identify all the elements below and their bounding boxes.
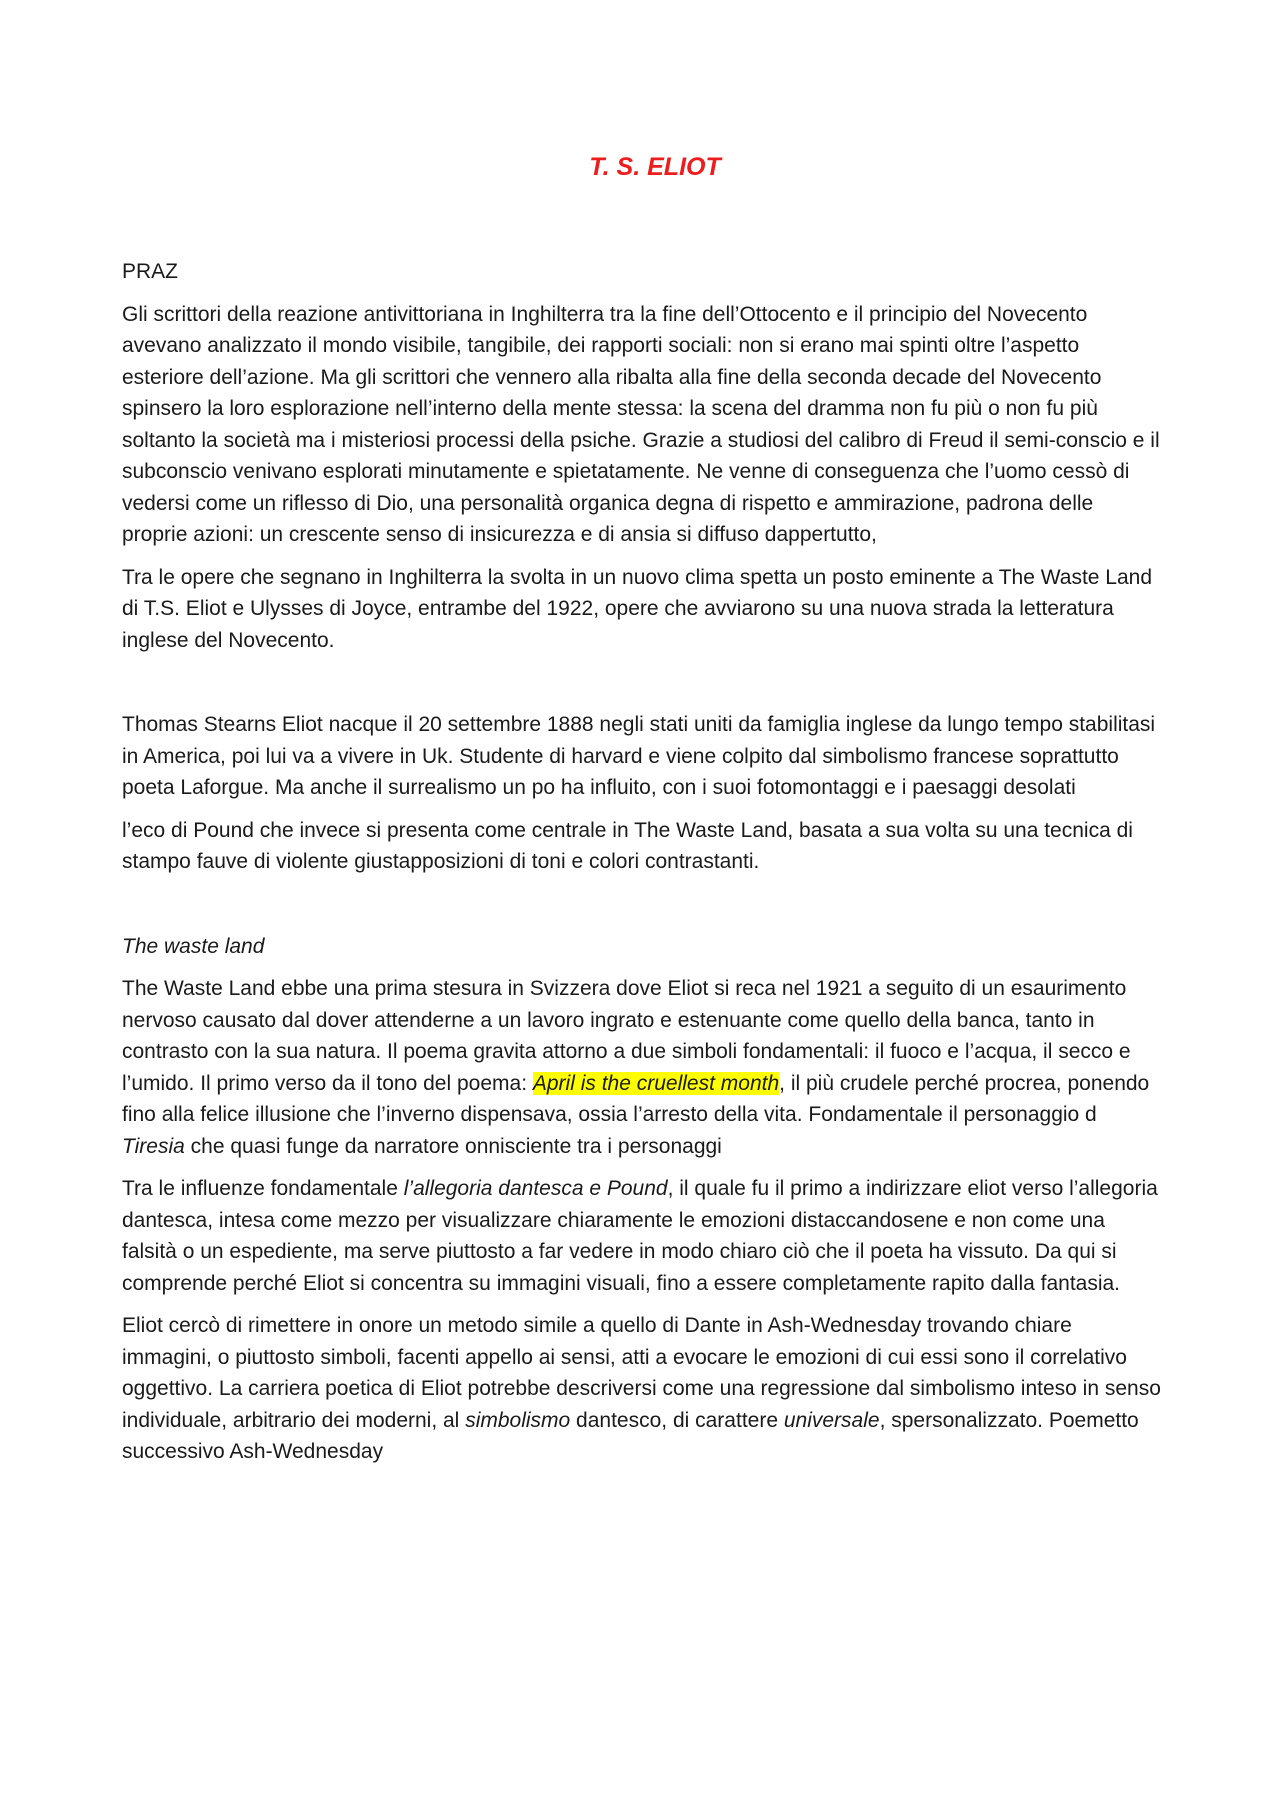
document-body: [122, 150, 1162, 1479]
paragraph-reazione-antivittoriana: Gli scrittori della reazione antivittoriana in Inghilterra tra la fine dell’Ottocento e il principio del Novecento avevano analizzato il mondo visibile, tangibile, dei rapporti sociali: non si erano mai spinti oltre l’aspetto esteriore dell’azione. Ma gli scrittori che vennero alla ribalta alla fine della seconda decade del Novecento spinsero la loro esplorazione nell’interno della mente stessa: la scena del dramma non fu più o non fu più soltanto la società ma i misteriosi processi della psiche. Grazie a studiosi del calibro di Freud il semi-conscio e il subconscio venivano esplorati minutamente e spietatamente. Ne venne di conseguenza che l’uomo cessò di vedersi come un riflesso di Dio, una personalità organica degna di rispetto e ammirazione, padrona delle proprie azioni: un crescente senso di insicurezza e di ansia si diffuso dappertutto,: [122, 302, 1160, 546]
section-heading-waste-land-text: The waste land: [122, 934, 265, 958]
section-heading-praz: PRAZ: [122, 260, 179, 283]
paragraph-biografia: Thomas Stearns Eliot nacque il 20 settembre 1888 negli stati uniti da famiglia inglese da lungo tempo stabilitasi in America, poi lui va a vivere in Uk. Studente di harvard e viene colpito dal simbolismo francese soprattutto poeta Laforgue. Ma anche il surrealismo un po ha influito, con i suoi fotomontaggi e i paesaggi desolati: [122, 713, 1156, 799]
text-segment: Eliot cercò di rimettere in onore un metodo simile a quello di Dante in Ash-Wednesday trovando chiare immagini, o piuttosto simboli, facenti appello ai sensi, atti a evocare le emozioni di cui essi sono il correlativo oggettivo. La carriera poetica di Eliot potrebbe descriversi come una regressione dal simbolismo inteso in senso individuale, arbitrario dei moderni, al: [122, 1314, 1161, 1432]
text-segment: Tra le influenze fondamentale: [122, 1177, 404, 1200]
emphasis-allegoria: l’allegoria dantesca e Pound: [403, 1177, 668, 1200]
paragraph-influenze: [122, 1173, 1162, 1299]
highlighted-quote: April is the cruellest month: [532, 1071, 780, 1095]
text-segment: , il più crudele perché procrea, ponendo fino alla felice illusione che l’inverno dispensava, ossia l’arresto della vita. Fondamentale il personaggio d: [122, 1071, 1150, 1126]
text-segment: che quasi funge da narratore onnisciente tra i personaggi: [184, 1134, 722, 1158]
paragraph-pound: l’eco di Pound che invece si presenta come centrale in The Waste Land, basata a sua volta su una tecnica di stampo fauve di violente giustapposizioni di toni e colori contrastanti.: [122, 818, 1133, 873]
emphasis-tiresia: Tiresia: [122, 1134, 185, 1158]
emphasis-universale: universale: [783, 1408, 880, 1432]
document-title: T. S. ELIOT: [589, 153, 721, 181]
text-segment: , il quale fu il primo a indirizzare eliot verso l’allegoria dantesca, intesa come mezzo per visualizzare chiaramente le emozioni distaccandosene e non come una falsità o un espediente, ma serve piuttosto a far vedere in modo chiaro ciò che il poeta ha vissuto. Da qui si comprende perché Eliot si concentra su immagini visuali, fino a essere completamente rapito dalla fantasia.: [122, 1177, 1158, 1295]
text-segment: dantesco, di carattere: [570, 1408, 784, 1432]
text-segment: The Waste Land ebbe una prima stesura in Svizzera dove Eliot si reca nel 1921 a seguito di un esaurimento nervoso causato dal dover attenderne a un lavoro ingrato e estenuante come quello della banca, tanto in contrasto con la sua natura. Il poema gravita attorno a due simboli fondamentali: il fuoco e l’acqua, il secco e l’umido. Il primo verso da il tono del poema:: [122, 977, 1131, 1095]
emphasis-simbolismo: simbolismo: [465, 1408, 571, 1432]
paragraph-prima-stesura: [122, 973, 1162, 1162]
paragraph-svolta: Tra le opere che segnano in Inghilterra la svolta in un nuovo clima spetta un posto eminente a The Waste Land di T.S. Eliot e Ulysses di Joyce, entrambe del 1922, opere che avviarono su una nuova strada la letteratura inglese del Novecento.: [122, 565, 1153, 652]
section-heading-waste-land: [122, 931, 1162, 963]
text-segment: , spersonalizzato. Poemetto successivo Ash-Wednesday: [122, 1408, 1139, 1463]
paragraph-ash-wednesday: [122, 1310, 1162, 1468]
